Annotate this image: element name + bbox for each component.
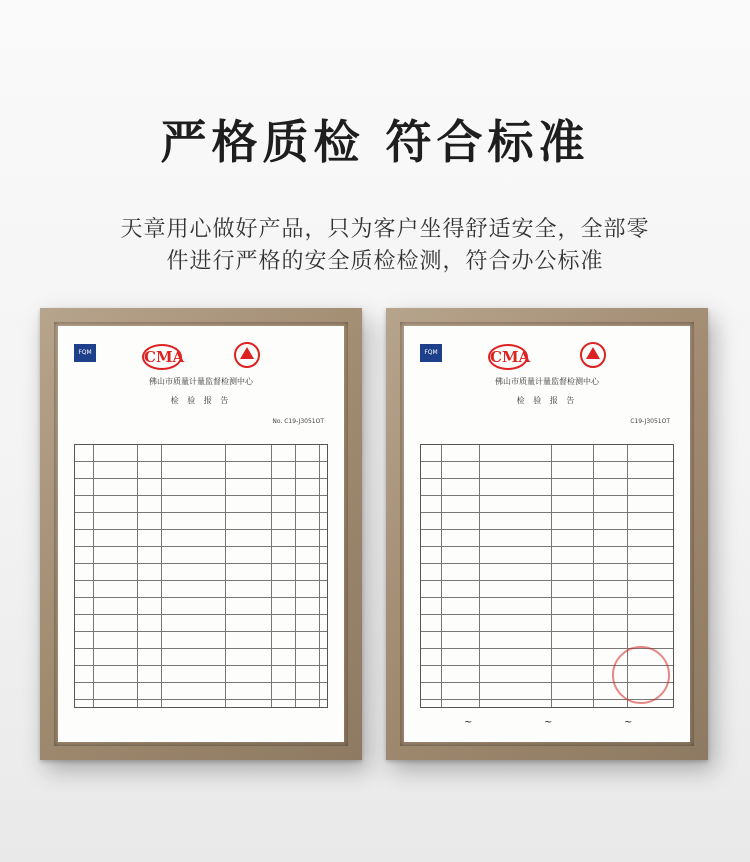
subtitle-line-1: 天章用心做好产品，只为客户坐得舒适安全，全部零 — [120, 217, 650, 242]
testing-center-name: 佛山市质量计量监督检测中心 — [495, 377, 599, 386]
report-frame-right — [386, 308, 708, 760]
signature-row — [424, 714, 670, 728]
inspection-table — [74, 444, 328, 708]
signature-reviewer: ~ — [544, 717, 553, 728]
cal-logo-icon — [234, 342, 260, 368]
fqm-logo: FQM — [420, 344, 442, 362]
report-document-right — [404, 326, 690, 742]
report-frame-left — [40, 308, 362, 760]
report-document-left — [58, 326, 344, 742]
official-seal-stamp — [612, 646, 670, 704]
page-title: 严格质检 符合标准 — [160, 115, 590, 169]
subtitle-line-2: 件进行严格的安全质检检测，符合办公标准 — [166, 249, 604, 274]
page-subtitle — [120, 214, 650, 278]
testing-center-name: 佛山市质量计量监督检测中心 — [149, 377, 253, 386]
fqm-logo: FQM — [74, 344, 96, 362]
report-logos — [420, 344, 674, 374]
report-logos — [74, 344, 328, 374]
report-title: 检 验 报 告 — [516, 396, 578, 405]
report-heading — [404, 376, 690, 406]
report-number: C19-J3051OT — [630, 418, 670, 425]
report-title: 检 验 报 告 — [170, 396, 232, 405]
signature-approver: ~ — [464, 717, 473, 728]
report-number: No. C19-J3051OT — [272, 418, 324, 425]
cma-logo: CMA — [488, 344, 528, 370]
report-heading — [58, 376, 344, 406]
signature-tester: ~ — [624, 717, 633, 728]
cal-logo-icon — [580, 342, 606, 368]
cma-logo: CMA — [142, 344, 182, 370]
